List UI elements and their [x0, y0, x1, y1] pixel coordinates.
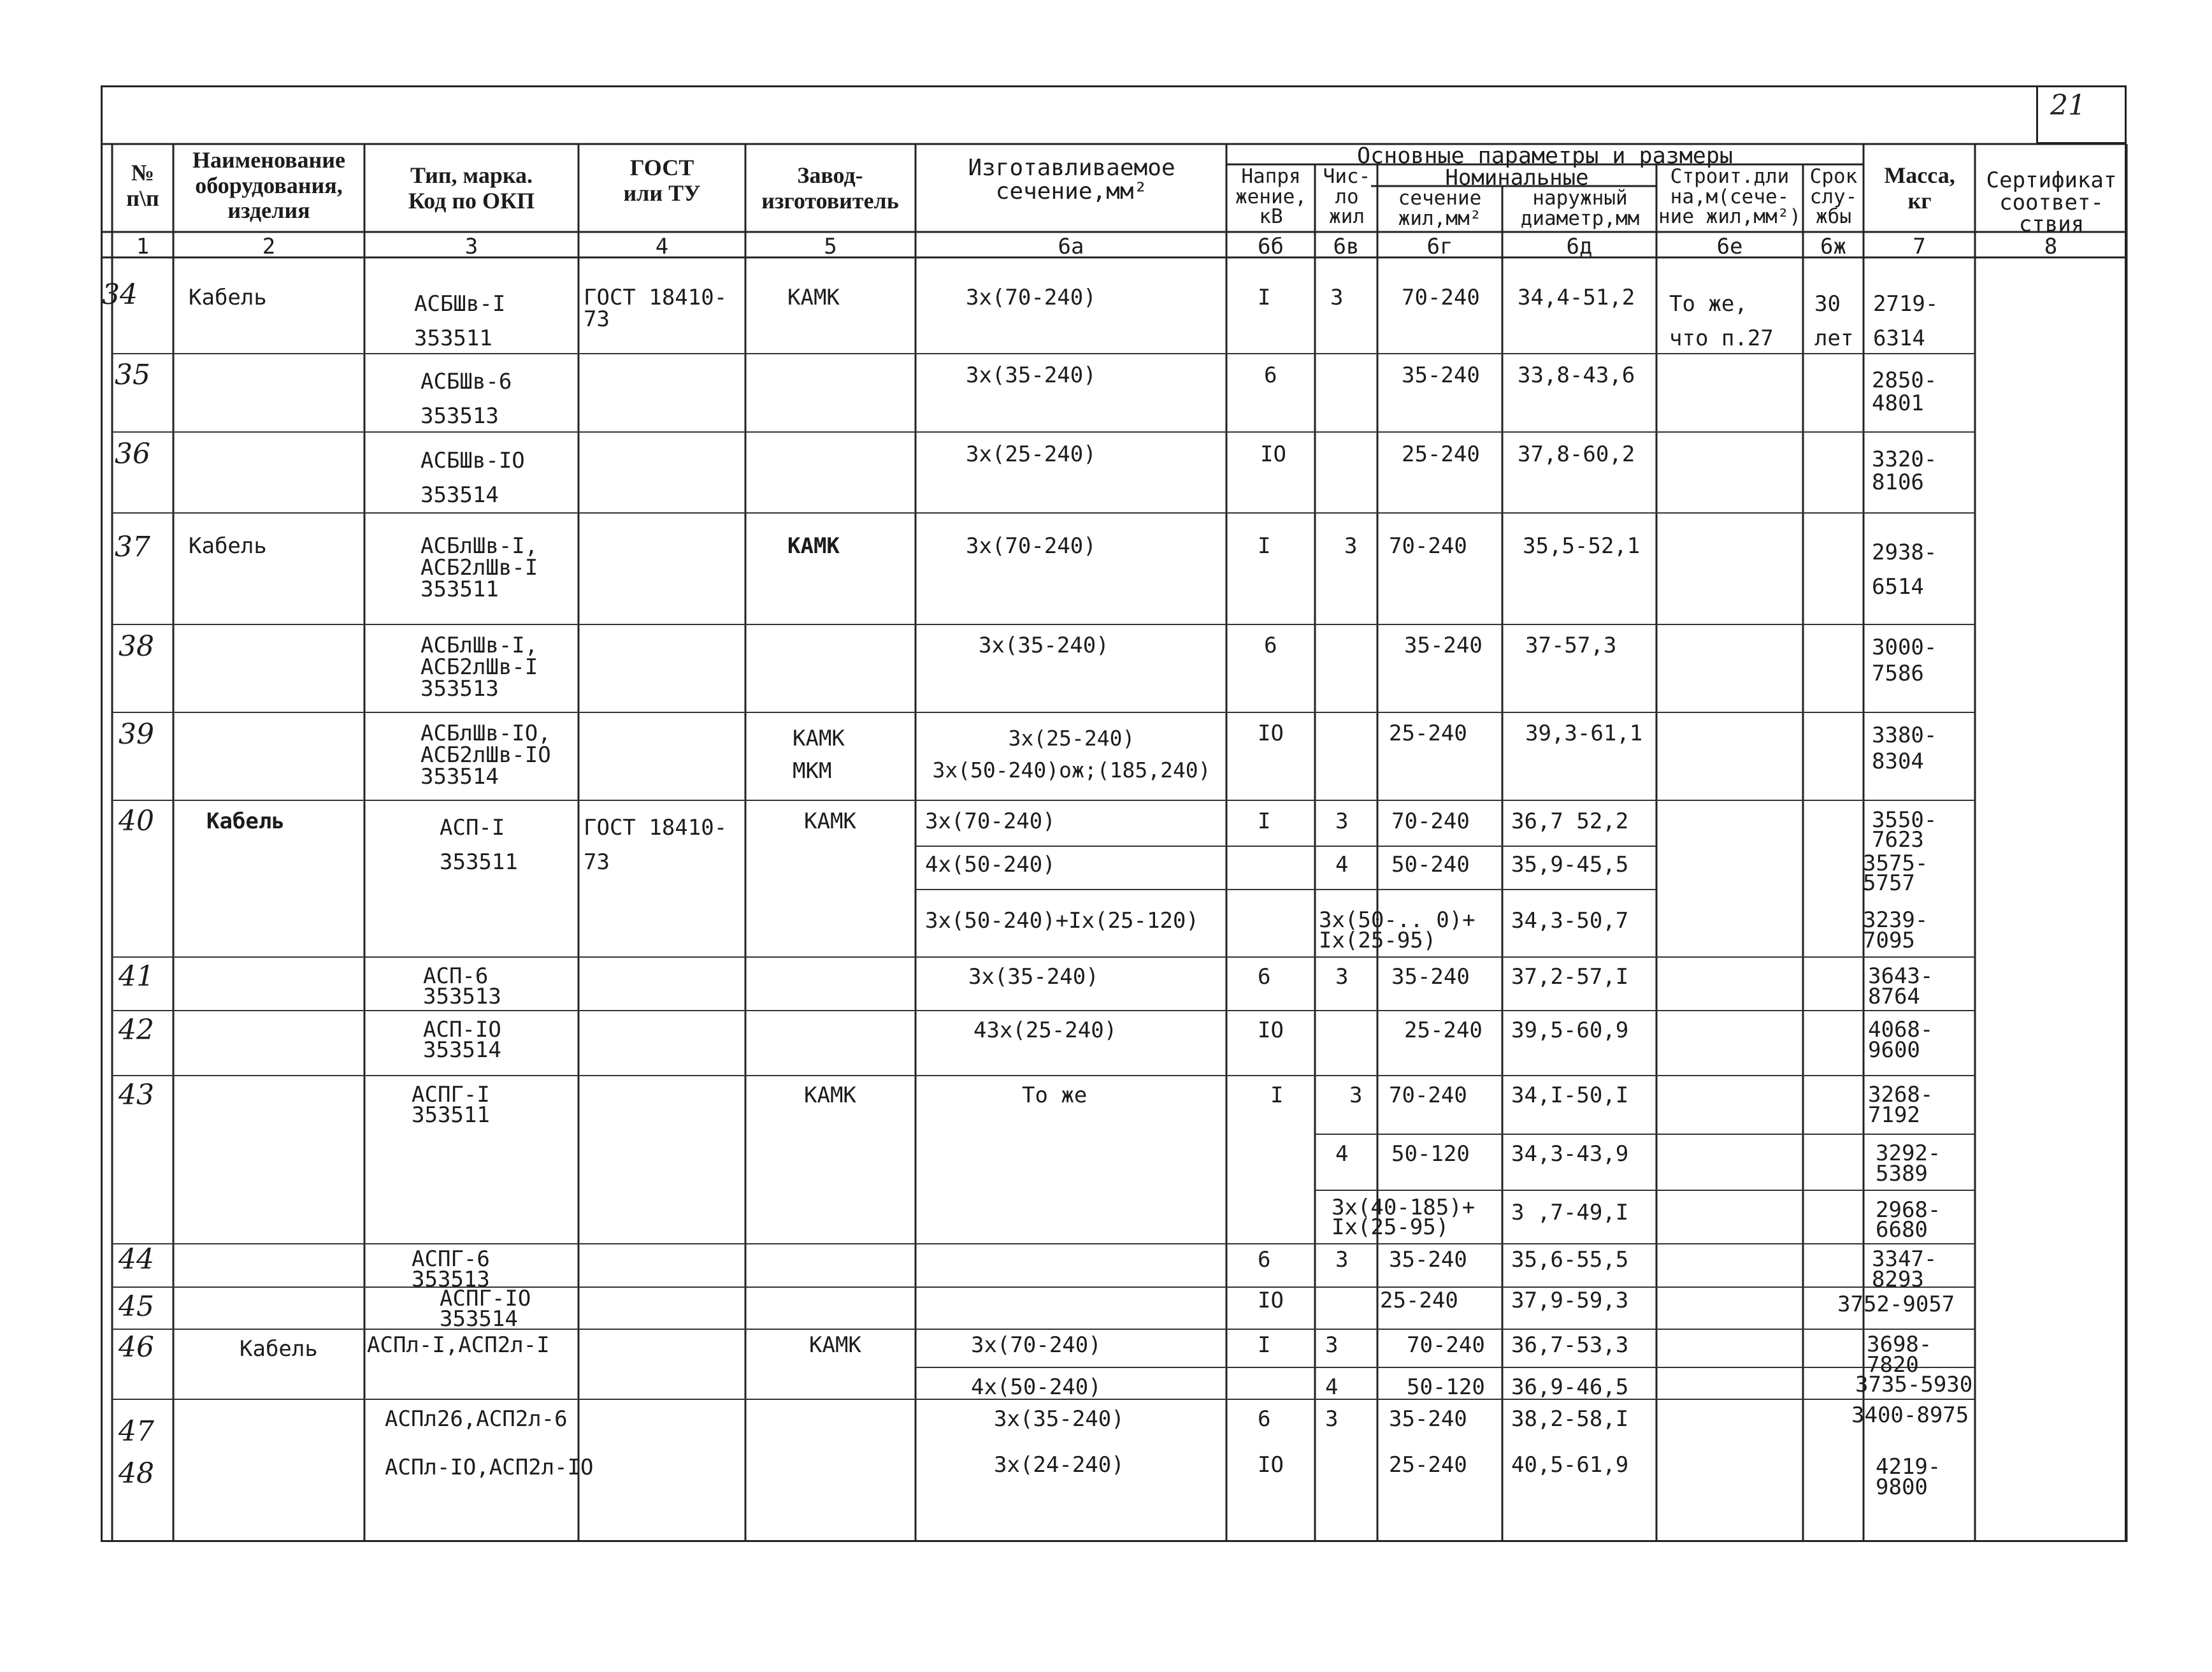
row-section: 3х(35-240) — [994, 1406, 1124, 1432]
header-col-length: Строит.дли на,м(сече- ние жил,мм²) — [1658, 165, 1801, 229]
row-number: 40 — [118, 805, 154, 837]
colnum-2: 2 — [262, 234, 276, 259]
row-section: 3х(70-240) — [971, 1332, 1102, 1358]
colnum-6a: 6а — [1058, 234, 1084, 259]
row-number: 34 — [102, 278, 138, 311]
row-core-section: 70-240 — [1391, 809, 1470, 834]
header-col-number: № п\п — [126, 160, 159, 211]
row-mass: 3239- 7095 — [1863, 907, 1928, 954]
row-diameter: 3 ,7-49,I — [1511, 1200, 1629, 1225]
row-diameter: 33,8-43,6 — [1518, 363, 1635, 388]
row-type: АСПл-I,АСП2л-I — [367, 1332, 550, 1358]
row-diameter: 37,2-57,I — [1511, 964, 1629, 990]
row-core-section: 70-240 — [1389, 1083, 1467, 1108]
row-voltage: IO — [1260, 442, 1286, 467]
row-type: АСБШв-IO 353514 — [420, 448, 525, 508]
row-maker: КАМК — [804, 1083, 856, 1108]
row-type: АСБлШв-I, АСБ2лШв-I 353511 — [420, 533, 538, 602]
row-section: 3х(35-240) — [968, 964, 1099, 990]
row-cores: 4 — [1335, 1141, 1349, 1167]
row-diameter: 37,8-60,2 — [1518, 442, 1635, 467]
colnum-6zh: 6ж — [1820, 234, 1846, 259]
row-cores: 3 — [1344, 533, 1358, 559]
row-name: Кабель — [189, 285, 267, 310]
row-core-section: 50-120 — [1391, 1141, 1470, 1167]
row-core-section: 25-240 — [1389, 1452, 1467, 1478]
row-core-section: 70-240 — [1407, 1332, 1485, 1358]
row-type: АСБлШв-IO, АСБ2лШв-IO 353514 — [420, 721, 551, 789]
row-number: 41 — [118, 960, 154, 993]
row-number: 42 — [118, 1014, 154, 1046]
header-col-gost: ГОСТ или ТУ — [623, 155, 701, 206]
row-voltage: I — [1258, 1332, 1271, 1358]
row-voltage: IO — [1258, 1452, 1284, 1478]
row-number: 37 — [115, 531, 150, 563]
row-cores: 3 — [1325, 1406, 1339, 1432]
row-mass: 4219- 9800 — [1876, 1454, 1941, 1501]
row-core-section: 70-240 — [1389, 533, 1467, 559]
row-voltage: 6 — [1258, 964, 1271, 990]
row-diameter: 40,5-61,9 — [1511, 1452, 1629, 1478]
row-name: Кабель — [240, 1336, 318, 1362]
row-diameter: 37,9-59,3 — [1511, 1288, 1629, 1313]
row-number: 38 — [118, 630, 154, 663]
row-name: Кабель — [206, 809, 285, 834]
colnum-6v: 6в — [1333, 234, 1360, 259]
row-voltage: I — [1258, 809, 1271, 834]
row-mass: 3380- 8304 — [1872, 723, 1937, 774]
row-number: 36 — [115, 438, 150, 470]
header-col-core-section: сечение жил,мм² — [1398, 187, 1482, 230]
row-cores: 4 — [1325, 1374, 1339, 1400]
header-col-voltage: Напря жение, кВ — [1235, 165, 1307, 229]
row-number: 47 — [118, 1415, 154, 1448]
row-diameter: 37-57,3 — [1525, 633, 1617, 658]
row-voltage: 6 — [1258, 1247, 1271, 1272]
header-col-name: Наименование оборудования, изделия — [192, 147, 345, 224]
row-section: То же — [1022, 1083, 1088, 1108]
row-type: АСПГ-IO 353514 — [440, 1286, 531, 1332]
row-section: 3х(50-240)+Iх(25-120) — [925, 908, 1199, 933]
colnum-6e: 6е — [1716, 234, 1743, 259]
row-section: 3х(35-240) — [966, 363, 1096, 388]
row-type: АСПГ-6 353513 — [412, 1246, 490, 1293]
row-cores: 3 — [1335, 1247, 1349, 1272]
row-number: 43 — [118, 1079, 154, 1111]
header-col-life: Срок слу- жбы — [1809, 165, 1858, 229]
row-mass: 4068- 9600 — [1868, 1017, 1934, 1063]
colnum-4: 4 — [655, 234, 669, 259]
row-type: АСПл26,АСП2л-6 — [385, 1406, 568, 1432]
header-col-cores: Чис- ло жил — [1323, 165, 1371, 229]
row-voltage: I — [1258, 285, 1271, 310]
page-number: 21 — [2050, 89, 2086, 122]
row-cores: 4 — [1335, 852, 1349, 877]
row-voltage: 6 — [1264, 363, 1277, 388]
colnum-7: 7 — [1913, 234, 1926, 259]
row-voltage: IO — [1258, 1288, 1284, 1313]
row-mass: 3320- 8106 — [1872, 447, 1937, 495]
header-col-diameter: наружный диаметр,мм — [1520, 187, 1640, 230]
row-core-section: 35-240 — [1404, 633, 1483, 658]
row-diameter: 39,5-60,9 — [1511, 1018, 1629, 1043]
row-type: АСПГ-I 353511 — [412, 1082, 490, 1128]
colnum-5: 5 — [824, 234, 837, 259]
row-section: 4х(50-240) — [925, 852, 1056, 877]
header-col-type: Тип, марка. Код по ОКП — [408, 162, 535, 213]
row-cores: 3 — [1325, 1332, 1339, 1358]
row-cores: 3 — [1330, 285, 1344, 310]
row-mass: 2719- 6314 — [1873, 291, 1939, 352]
row-type: АСП-I 353511 — [440, 815, 518, 876]
row-mass: 3268- 7192 — [1868, 1082, 1934, 1128]
row-mass: 3752-9057 — [1837, 1292, 1955, 1317]
row-mass: 3698- 7820 — [1867, 1332, 1932, 1378]
row-diameter: 34,3-43,9 — [1511, 1141, 1629, 1167]
row-diameter: 38,2-58,I — [1511, 1406, 1629, 1432]
row-maker: КАМК — [787, 533, 840, 559]
row-mass: 3550- 7623 — [1872, 807, 1937, 853]
row-voltage: I — [1258, 533, 1271, 559]
row-mass: 3643- 8764 — [1868, 963, 1934, 1010]
row-number: 35 — [115, 359, 150, 391]
row-voltage: 6 — [1258, 1406, 1271, 1432]
row-section: 43х(25-240) — [973, 1018, 1117, 1043]
row-voltage: 6 — [1264, 633, 1277, 658]
row-cores-section: 3х(50-.. 0)+ Iх(25-95) — [1319, 907, 1476, 954]
row-core-section: 70-240 — [1402, 285, 1480, 310]
row-mass: 3735-5930 — [1855, 1372, 1973, 1397]
row-type: АСБлШв-I, АСБ2лШв-I 353513 — [420, 633, 538, 702]
row-type: АСБШв-6 353513 — [420, 369, 512, 429]
row-type: АСБШв-I 353511 — [414, 291, 506, 352]
colnum-6b: 6б — [1258, 234, 1284, 259]
header-group-params: Основные параметры и размеры — [1356, 143, 1733, 169]
row-cores: 3 — [1349, 1083, 1363, 1108]
row-number: 44 — [118, 1243, 154, 1276]
row-number: 48 — [118, 1457, 154, 1490]
row-diameter: 39,3-61,1 — [1525, 721, 1643, 746]
row-diameter: 36,7-53,3 — [1511, 1332, 1629, 1358]
row-mass: 3292- 5389 — [1876, 1141, 1941, 1187]
row-mass: 2850- 4801 — [1872, 368, 1937, 416]
colnum-6g: 6г — [1426, 234, 1453, 259]
row-section: 3х(70-240) — [966, 533, 1096, 559]
row-cores-section: 3х(40-185)+ Iх(25-95) — [1332, 1195, 1476, 1240]
row-diameter: 35,6-55,5 — [1511, 1247, 1629, 1272]
row-core-section: 50-120 — [1407, 1374, 1485, 1400]
colnum-3: 3 — [464, 234, 478, 259]
row-core-section: 25-240 — [1389, 721, 1467, 746]
row-mass: 2938- 6514 — [1872, 540, 1937, 600]
header-col-maker: Завод- изготовитель — [761, 162, 899, 213]
row-maker: КАМК — [804, 809, 856, 834]
row-core-section: 25-240 — [1402, 442, 1480, 467]
row-section: 3х(70-240) — [925, 809, 1056, 834]
row-section: 3х(70-240) — [966, 285, 1096, 310]
header-col-mass: Масса, кг — [1884, 162, 1955, 213]
row-core-section: 35-240 — [1389, 1247, 1467, 1272]
row-number: 45 — [118, 1290, 154, 1323]
row-gost: ГОСТ 18410- 73 — [584, 285, 728, 332]
row-core-section: 35-240 — [1391, 964, 1470, 990]
row-section: 3х(35-240) — [979, 633, 1109, 658]
colnum-1: 1 — [136, 234, 150, 259]
header-group-nominal: Номинальные — [1445, 165, 1589, 191]
row-diameter: 36,9-46,5 — [1511, 1374, 1629, 1400]
row-number: 46 — [118, 1331, 154, 1364]
row-diameter: 34,4-51,2 — [1518, 285, 1635, 310]
header-col-section: Изготавливаемое сечение,мм² — [968, 155, 1175, 205]
row-mass: 2968- 6680 — [1876, 1197, 1941, 1243]
row-voltage: IO — [1258, 721, 1284, 746]
row-diameter: 35,9-45,5 — [1511, 852, 1629, 877]
row-length: То же, что п.27 — [1669, 291, 1774, 352]
row-type: АСП-IO 353514 — [423, 1017, 501, 1063]
row-core-section: 25-240 — [1380, 1288, 1458, 1313]
row-type: АСП-6 353513 — [423, 963, 501, 1010]
row-diameter: 36,7 52,2 — [1511, 809, 1629, 834]
row-type: АСПл-IO,АСП2л-IO — [385, 1455, 594, 1480]
row-voltage: I — [1270, 1083, 1284, 1108]
row-section: 3х(25-240) — [966, 442, 1096, 467]
row-life: 30 лет — [1814, 291, 1854, 352]
header-col-cert: Сертификат соответ- ствия — [1986, 168, 2117, 238]
row-core-section: 25-240 — [1404, 1018, 1483, 1043]
row-cores: 3 — [1335, 809, 1349, 834]
row-section: 3х(25-240) 3х(50-240)ож;(185,240) — [932, 726, 1211, 782]
row-cores: 3 — [1335, 964, 1349, 990]
row-mass: 3575- 5757 — [1863, 851, 1928, 896]
row-mass: 3000- 7586 — [1872, 635, 1937, 686]
row-mass: 3347- 8293 — [1872, 1246, 1937, 1293]
colnum-6d: 6д — [1566, 234, 1593, 259]
row-diameter: 34,I-50,I — [1511, 1083, 1629, 1108]
row-section: 4х(50-240) — [971, 1374, 1102, 1400]
row-diameter: 34,3-50,7 — [1511, 908, 1629, 933]
row-voltage: IO — [1258, 1018, 1284, 1043]
row-diameter: 35,5-52,1 — [1523, 533, 1641, 559]
row-maker: КАМК МКМ — [793, 726, 845, 784]
row-section: 3х(24-240) — [994, 1452, 1124, 1478]
row-maker: КАМК — [787, 285, 840, 310]
row-name: Кабель — [189, 533, 267, 559]
row-mass: 3400-8975 — [1851, 1402, 1969, 1428]
row-core-section: 50-240 — [1391, 852, 1470, 877]
row-core-section: 35-240 — [1389, 1406, 1467, 1432]
row-maker: КАМК — [809, 1332, 861, 1358]
row-core-section: 35-240 — [1402, 363, 1480, 388]
row-gost: ГОСТ 18410- 73 — [584, 815, 728, 876]
colnum-8: 8 — [2044, 234, 2058, 259]
row-number: 39 — [118, 718, 154, 751]
